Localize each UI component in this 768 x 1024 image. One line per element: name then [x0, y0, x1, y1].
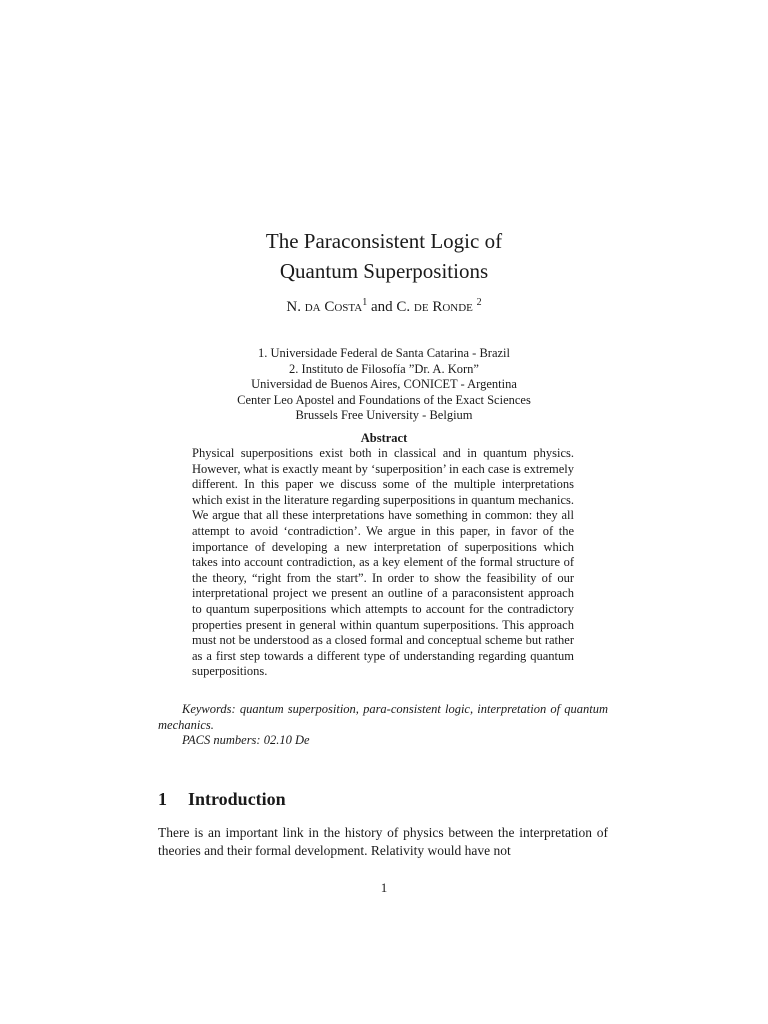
author-1-initial: N. [286, 299, 301, 315]
title-line-1: The Paraconsistent Logic of [265, 229, 503, 253]
affiliation-line: 2. Instituto de Filosofía ”Dr. A. Korn” [289, 361, 479, 376]
paper-title [0, 226, 768, 286]
section-title: Introduction [188, 789, 286, 809]
author-1-surname: da Costa [304, 299, 363, 315]
author-conjunction: and [370, 299, 393, 315]
keywords-block [158, 702, 608, 749]
author-2-initial: C. [396, 299, 411, 315]
intro-paragraph: There is an important link in the history of physics between the interpretation of theories and their formal development. Relativity would have not [158, 825, 608, 858]
section-heading [158, 788, 286, 810]
abstract-heading: Abstract [360, 431, 408, 445]
affiliation-line: Universidad de Buenos Aires, CONICET - Argentina [251, 377, 517, 391]
authors-line [0, 297, 768, 317]
author-1-affiliation-mark: 1 [362, 297, 368, 308]
affiliation-line: 1. Universidade Federal de Santa Catarina - Brazil [258, 346, 510, 360]
author-2-affiliation-mark: 2 [476, 297, 482, 308]
pacs-numbers: PACS numbers: 02.10 De [182, 733, 310, 748]
affiliation-line: Center Leo Apostel and Foundations of the Exact Sciences [237, 392, 531, 407]
affiliations [0, 346, 768, 424]
affiliation-line: Brussels Free University - Belgium [295, 408, 473, 422]
section-number: 1 [158, 789, 167, 809]
abstract-text: Physical superpositions exist both in classical and in quantum physics. However, what is exactly meant by ‘superposition’ in each case is extremely different. In this paper we discuss some of the multiple interpretations which exist in the literature regarding superpositions in quantum mechanics. We argue that all these interpretations have something in common: they all attempt to avoid ‘contradiction’. We argue in this paper, in favor of the importance of developing a new interpretation of superpositions which takes into account contradiction, as a key element of the formal structure of the theory, “right from the start”. In order to show the feasibility of our interpretational project we present an outline of a paraconsistent approach to quantum superpositions which attempts to account for the contradictory properties present in general within quantum superpositions. This approach must not be understood as a closed formal and conceptual scheme but rather as a first step towards a different type of understanding regarding quantum superpositions. [192, 446, 574, 679]
author-2-surname: de Ronde [413, 299, 473, 315]
page-number: 1 [380, 880, 388, 895]
title-line-2: Quantum Superpositions [279, 259, 489, 283]
keywords-text: Keywords: quantum superposition, para-consistent logic, interpretation of quantum mechanics. [158, 702, 608, 732]
